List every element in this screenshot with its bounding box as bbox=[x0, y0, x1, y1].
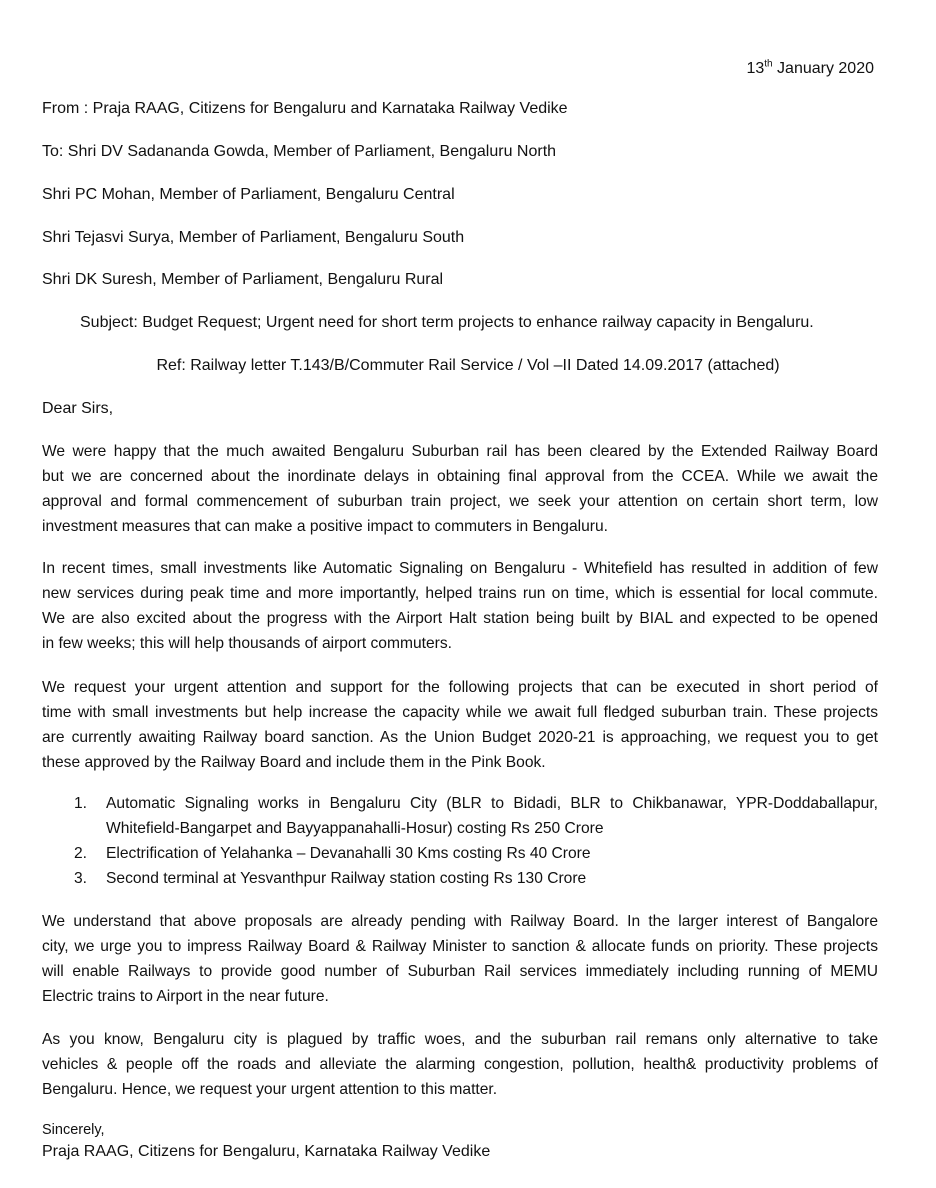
paragraph-line: investment measures that can make a positive impact to commuters in Bengaluru. bbox=[42, 518, 608, 535]
list-item-line: Whitefield-Bangarpet and Bayyappanahalli-Hosur) costing Rs 250 Crore bbox=[106, 820, 604, 837]
recipient-2: Shri PC Mohan, Member of Parliament, Bengaluru Central bbox=[42, 186, 455, 203]
paragraph-line: We request your urgent attention and support for the following projects that can be executed in short period of bbox=[42, 679, 878, 696]
list-number: 2. bbox=[74, 845, 88, 862]
list-number: 1. bbox=[74, 795, 88, 812]
reference-line: Ref: Railway letter T.143/B/Commuter Rail Service / Vol –II Dated 14.09.2017 (attached) bbox=[156, 357, 780, 374]
paragraph-line: will enable Railways to provide good number of Suburban Rail services immediately including running of MEMU bbox=[42, 963, 878, 980]
paragraph-line: We were happy that the much awaited Bengaluru Suburban rail has been cleared by the Extended Railway Board bbox=[42, 443, 878, 460]
recipient-3: Shri Tejasvi Surya, Member of Parliament, Bengaluru South bbox=[42, 229, 465, 246]
paragraph-line: approval and formal commencement of suburban train project, we seek your attention on certain short term, low bbox=[42, 493, 878, 510]
paragraph-line: We are also excited about the progress with the Airport Halt station being built by BIAL and expected to be opened bbox=[42, 610, 878, 627]
paragraph-4 bbox=[42, 909, 878, 1009]
letter-date: 13th January 2020 bbox=[746, 58, 874, 77]
signatory: Praja RAAG, Citizens for Bengaluru, Karnataka Railway Vedike bbox=[42, 1143, 491, 1160]
paragraph-5 bbox=[42, 1027, 878, 1102]
recipient-4: Shri DK Suresh, Member of Parliament, Bengaluru Rural bbox=[42, 271, 444, 288]
paragraph-1 bbox=[42, 439, 878, 539]
list-item-line: Second terminal at Yesvanthpur Railway station costing Rs 130 Crore bbox=[106, 870, 587, 887]
paragraph-line: As you know, Bengaluru city is plagued by traffic woes, and the suburban rail remans only alternative to take bbox=[42, 1031, 878, 1048]
list-number: 3. bbox=[74, 870, 88, 887]
paragraph-2 bbox=[42, 556, 878, 656]
paragraph-line: vehicles & people off the roads and alleviate the alarming congestion, pollution, health& productivity problems of bbox=[42, 1056, 878, 1073]
paragraph-line: new services during peak time and more importantly, helped trains run on time, which is essential for local commute. bbox=[42, 585, 878, 602]
salutation: Dear Sirs, bbox=[42, 400, 114, 417]
paragraph-3 bbox=[42, 675, 878, 775]
paragraph-line: We understand that above proposals are already pending with Railway Board. In the larger interest of Bangalore bbox=[42, 913, 878, 930]
subject-line: Subject: Budget Request; Urgent need for short term projects to enhance railway capacity in Bengaluru. bbox=[80, 314, 814, 331]
paragraph-line: time with small investments but help increase the capacity while we await full fledged suburban train. These projects bbox=[42, 704, 878, 721]
paragraph-line: are currently awaiting Railway board sanction. As the Union Budget 2020-21 is approaching, we request you to get bbox=[42, 729, 878, 746]
paragraph-line: city, we urge you to impress Railway Board & Railway Minister to sanction & allocate funds on priority. These projects bbox=[42, 938, 878, 955]
paragraph-line: in few weeks; this will help thousands of airport commuters. bbox=[42, 635, 452, 652]
paragraph-line: In recent times, small investments like Automatic Signaling on Bengaluru - Whitefield has resulted in addition of few bbox=[42, 560, 878, 577]
list-item-line: Automatic Signaling works in Bengaluru City (BLR to Bidadi, BLR to Chikbanawar, YPR-Doddaballapur, bbox=[106, 795, 878, 812]
paragraph-line: Bengaluru. Hence, we request your urgent attention to this matter. bbox=[42, 1081, 498, 1098]
paragraph-line: these approved by the Railway Board and include them in the Pink Book. bbox=[42, 754, 546, 771]
from-line: From : Praja RAAG, Citizens for Bengaluru and Karnataka Railway Vedike bbox=[42, 100, 568, 117]
signoff: Sincerely, bbox=[42, 1122, 105, 1138]
paragraph-line: but we are concerned about the inordinate delays in obtaining final approval from the CCEA. While we await the bbox=[42, 468, 878, 485]
recipient-1: To: Shri DV Sadananda Gowda, Member of Parliament, Bengaluru North bbox=[42, 143, 557, 160]
paragraph-line: Electric trains to Airport in the near future. bbox=[42, 988, 329, 1005]
list-item-line: Electrification of Yelahanka – Devanahalli 30 Kms costing Rs 40 Crore bbox=[106, 845, 591, 862]
